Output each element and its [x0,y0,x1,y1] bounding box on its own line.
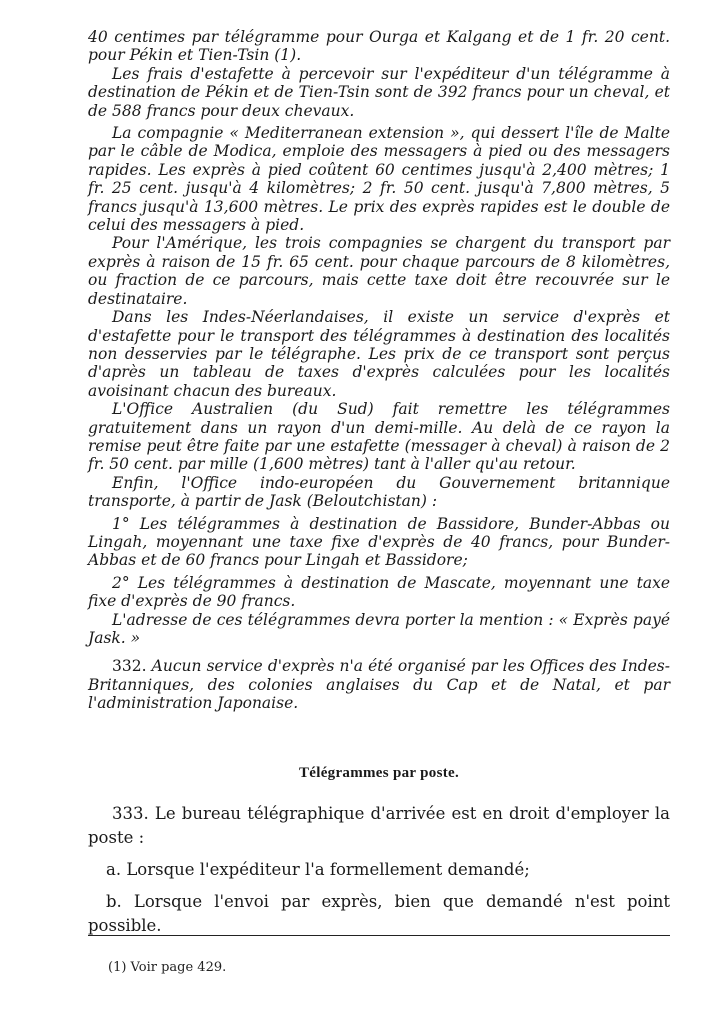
paragraph-number: 332. [112,657,147,676]
paragraph-office-indo-europeen: Enfin, l'Office indo-européen du Gouvernement britannique transporte, à partir de Jask (Beloutchistan) : [88,473,670,511]
paragraph-332 [88,657,670,712]
paragraph-malte: La compagnie « Mediterranean extension », qui dessert l'île de Malte par le câble de Modica, emploie des messagers à pied ou des messagers rapides. Les exprès à pied coûtent 60 centimes jusqu'à 2,400 mètres; 1 fr. 25 cent. jusqu'à 4 kilomètres; 2 fr. 50 cent. jusqu'à 7,800 mètres, 5 francs jusqu'à 13,600 mètres. Le prix des exprès rapides est le double de celui des messagers à pied. [88,124,670,235]
page-body [88,28,670,938]
paragraph-ourga-kalgang: 40 centimes par télégramme pour Ourga et Kalgang et de 1 fr. 20 cent. pour Pékin et Tien-Tsin (1). [88,28,670,65]
paragraph-office-australien: L'Office Australien (du Sud) fait remettre les télégrammes gratuitement dans un rayon d'un demi-mille. Au delà de ce rayon la remise peut être faite par une estafette (messager à cheval) à raison de 2 fr. 50 cent. par mille (1,600 mètres) tant à l'aller qu'au retour. [88,400,670,474]
paragraph-amerique: Pour l'Amérique, les trois compagnies se chargent du transport par exprès à raison de 15 fr. 65 cent. pour chaque parcours de 8 kilomètres, ou fraction de ce parcours, mais cette taxe doit être recouvrée sur le destinataire. [88,234,670,308]
paragraph-adresse-jask: L'adresse de ces télégrammes devra porter la mention : « Exprès payé Jask. » [88,610,670,647]
paragraph-indes-neerlandaises: Dans les Indes-Néerlandaises, il existe un service d'exprès et d'estafette pour le transport des télégrammes à destination des localités non desservies par le télégraphe. Les prix de ce transport sont perçus d'après un tableau de taxes d'exprès calculées pour les localités avoisinant chacun des bureaux. [88,308,670,400]
section-heading: Télégrammes par poste. [298,764,460,781]
paragraph-estafette-pekin: Les frais d'estafette à percevoir sur l'expéditeur d'un télégramme à destination de Pékin et de Tien-Tsin sont de 392 francs pour un cheval, et de 588 francs pour deux chevaux. [88,64,670,120]
footnote: (1) Voir page 429. [108,960,227,975]
paragraph-332-text: Aucun service d'exprès n'a été organisé par les Offices des Indes-Britanniques, des colonies anglaises du Cap et de Natal, et par l'administration Japonaise. [88,657,670,713]
list-item-bassidore: 1° Les télégrammes à destination de Bassidore, Bunder-Abbas ou Lingah, moyennant une taxe fixe d'exprès de 40 francs, pour Bunder-Abbas et de 60 francs pour Lingah et Bassidore; [88,514,670,570]
list-item-a: a. Lorsque l'expéditeur l'a formellement demandé; [106,859,530,879]
footnote-divider [88,935,670,936]
list-item-b: b. Lorsque l'envoi par exprès, bien que demandé n'est point possible. [88,891,670,935]
list-item-mascate: 2° Les télégrammes à destination de Mascate, moyennant une taxe fixe d'exprès de 90 francs. [88,573,670,611]
paragraph-333: 333. Le bureau télégraphique d'arrivée est en droit d'employer la poste : [88,803,670,847]
